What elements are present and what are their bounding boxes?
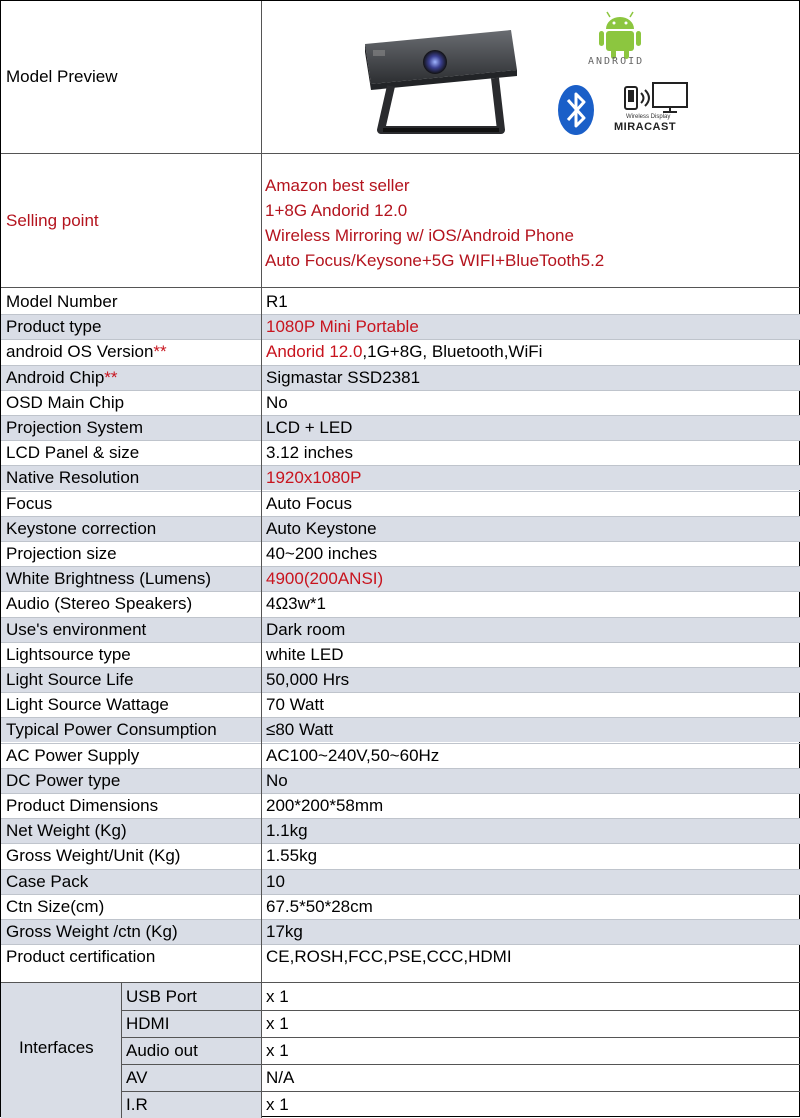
interface-name: Audio out xyxy=(126,1041,198,1060)
interfaces-block xyxy=(1,983,800,1118)
spec-value-text: 1920x1080P xyxy=(266,468,362,487)
required-mark: ** xyxy=(153,342,167,361)
table-row xyxy=(1,415,800,440)
table-row xyxy=(1,944,800,969)
table-row xyxy=(1,566,800,591)
row-divider xyxy=(1,491,800,492)
spec-value-text: Auto Keystone xyxy=(266,519,377,538)
spec-label-text: Typical Power Consumption xyxy=(6,720,217,739)
spec-label-text: Use's environment xyxy=(6,620,147,639)
spec-value xyxy=(266,793,796,818)
spec-value-text: LCD + LED xyxy=(266,418,353,437)
row-divider xyxy=(1,919,800,920)
spec-label xyxy=(6,894,256,919)
spec-value xyxy=(266,365,796,390)
spec-value xyxy=(266,843,796,868)
interface-value: x 1 xyxy=(266,1095,289,1114)
table-row xyxy=(1,591,800,616)
spec-value-text: Auto Focus xyxy=(266,494,352,513)
interface-name: I.R xyxy=(126,1095,148,1114)
row-divider xyxy=(1,818,800,819)
spec-value-text: 3.12 inches xyxy=(266,443,353,462)
spec-label xyxy=(6,944,256,969)
interface-name: HDMI xyxy=(126,1014,170,1033)
row-divider xyxy=(1,869,800,870)
spec-label-text: Focus xyxy=(6,494,53,513)
row-divider xyxy=(1,153,800,154)
table-row xyxy=(1,843,800,868)
row-divider xyxy=(1,591,800,592)
spec-label xyxy=(6,843,256,868)
table-row xyxy=(1,768,800,793)
table-row xyxy=(1,365,800,390)
projector-image xyxy=(361,26,521,138)
spec-label xyxy=(6,591,256,616)
spec-label xyxy=(6,768,256,793)
spec-value-text: 40~200 inches xyxy=(266,544,378,563)
spec-value xyxy=(266,415,796,440)
table-row xyxy=(1,390,800,415)
interface-name: USB Port xyxy=(126,987,197,1006)
interface-value: N/A xyxy=(266,1068,295,1087)
spec-label xyxy=(6,541,256,566)
spec-label xyxy=(6,365,256,390)
selling-point: Auto Focus/Keysone+5G WIFI+BlueTooth5.2 xyxy=(265,251,605,270)
spec-value xyxy=(266,818,796,843)
spec-label xyxy=(6,919,256,944)
spec-label xyxy=(6,717,256,742)
row-divider xyxy=(1,717,800,718)
row-divider xyxy=(1,440,800,441)
spec-label xyxy=(6,516,256,541)
spec-label-text: Model Number xyxy=(6,292,118,311)
spec-label xyxy=(6,692,256,717)
spec-label-text: android OS Version xyxy=(6,342,154,361)
table-row xyxy=(1,743,800,768)
spec-value xyxy=(266,541,796,566)
selling-point-label: Selling point xyxy=(6,211,99,230)
spec-value xyxy=(266,440,796,465)
spec-label-text: Projection System xyxy=(6,418,143,437)
row-divider xyxy=(1,944,800,945)
spec-value-text: 50,000 Hrs xyxy=(266,670,350,689)
spec-value-text: 1.1kg xyxy=(266,821,308,840)
row-divider xyxy=(1,642,800,643)
spec-value xyxy=(266,768,796,793)
spec-label xyxy=(6,617,256,642)
spec-value-text: 70 Watt xyxy=(266,695,324,714)
row-divider xyxy=(1,287,800,288)
interface-value: x 1 xyxy=(266,1041,289,1060)
row-divider xyxy=(1,465,800,466)
spec-value-text: 17kg xyxy=(266,922,303,941)
spec-value-text: No xyxy=(266,393,288,412)
selling-point: Amazon best seller xyxy=(265,176,410,195)
spec-label-text: OSD Main Chip xyxy=(6,393,125,412)
selling-point-list xyxy=(265,173,604,273)
table-row xyxy=(1,818,800,843)
spec-value xyxy=(266,944,796,969)
row-divider xyxy=(1,768,800,769)
spec-value-text: Dark room xyxy=(266,620,346,639)
spec-label-text: Projection size xyxy=(6,544,117,563)
row-divider xyxy=(121,1037,800,1038)
row-divider xyxy=(1,339,800,340)
spec-value-text: 200*200*58mm xyxy=(266,796,384,815)
spec-value xyxy=(266,491,796,516)
table-row xyxy=(1,894,800,919)
table-row xyxy=(1,869,800,894)
spec-value-text: AC100~240V,50~60Hz xyxy=(266,746,440,765)
table-row xyxy=(1,516,800,541)
spec-label xyxy=(6,793,256,818)
spec-label xyxy=(6,390,256,415)
spec-value-text: 67.5*50*28cm xyxy=(266,897,373,916)
spec-value xyxy=(266,591,796,616)
spec-value-text: 1.55kg xyxy=(266,846,318,865)
table-row xyxy=(1,440,800,465)
table-row xyxy=(1,692,800,717)
spec-label-text: DC Power type xyxy=(6,771,121,790)
spec-label xyxy=(6,415,256,440)
spec-label-text: Product type xyxy=(6,317,102,336)
spec-label xyxy=(6,642,256,667)
table-row xyxy=(1,314,800,339)
spec-value-text: Sigmastar SSD2381 xyxy=(266,368,421,387)
row-divider xyxy=(121,1091,800,1092)
interface-row xyxy=(121,983,800,1010)
table-row xyxy=(1,339,800,364)
spec-label xyxy=(6,743,256,768)
spec-value xyxy=(266,667,796,692)
row-divider xyxy=(1,793,800,794)
row-divider xyxy=(1,894,800,895)
spec-value xyxy=(266,314,796,339)
spec-label xyxy=(6,491,256,516)
spec-value xyxy=(266,465,796,490)
spec-label-text: Product Dimensions xyxy=(6,796,159,815)
spec-value xyxy=(266,869,796,894)
table-row xyxy=(1,491,800,516)
spec-value-text: ≤80 Watt xyxy=(266,720,334,739)
spec-value xyxy=(266,516,796,541)
spec-value xyxy=(266,617,796,642)
interface-row xyxy=(121,1037,800,1064)
spec-value xyxy=(266,919,796,944)
table-row xyxy=(1,289,800,314)
table-row xyxy=(1,617,800,642)
spec-value xyxy=(266,289,796,314)
table-row xyxy=(1,919,800,944)
miracast-subtitle: Wireless Display xyxy=(626,114,671,120)
table-row xyxy=(1,465,800,490)
bluetooth-icon xyxy=(556,83,596,137)
spec-label-text: Light Source Wattage xyxy=(6,695,169,714)
interface-name: AV xyxy=(126,1068,148,1087)
selling-point: 1+8G Andorid 12.0 xyxy=(265,201,408,220)
row-divider xyxy=(1,314,800,315)
row-divider xyxy=(1,390,800,391)
android-wordmark: ANDROID xyxy=(588,56,645,67)
spec-value-text: R1 xyxy=(266,292,288,311)
spec-value xyxy=(266,566,796,591)
spec-label-text: Light Source Life xyxy=(6,670,134,689)
spec-value-text: 10 xyxy=(266,872,285,891)
spec-label-text: Lightsource type xyxy=(6,645,131,664)
spec-value-text: 1080P Mini Portable xyxy=(266,317,419,336)
row-divider xyxy=(1,743,800,744)
row-divider xyxy=(1,667,800,668)
interfaces-label: Interfaces xyxy=(19,1038,94,1057)
spec-label xyxy=(6,440,256,465)
spec-label xyxy=(6,465,256,490)
interface-row xyxy=(121,1064,800,1091)
spec-value xyxy=(266,894,796,919)
spec-value-text: CE,ROSH,FCC,PSE,CCC,HDMI xyxy=(266,947,512,966)
spec-value-text: 4Ω3w*1 xyxy=(266,594,326,613)
row-divider xyxy=(121,1064,800,1065)
spec-label-text: Net Weight (Kg) xyxy=(6,821,127,840)
spec-label-text: Native Resolution xyxy=(6,468,140,487)
column-divider xyxy=(261,287,262,983)
spec-label-text: AC Power Supply xyxy=(6,746,140,765)
table-row xyxy=(1,642,800,667)
spec-label xyxy=(6,566,256,591)
spec-value-rest: ,1G+8G, Bluetooth,WiFi xyxy=(362,342,543,361)
spec-label xyxy=(6,818,256,843)
row-divider xyxy=(1,415,800,416)
spec-label-text: Gross Weight/Unit (Kg) xyxy=(6,846,181,865)
spec-value-text: Andorid 12.0 xyxy=(266,342,363,361)
spec-value xyxy=(266,390,796,415)
spec-label-text: Gross Weight /ctn (Kg) xyxy=(6,922,178,941)
table-row xyxy=(1,667,800,692)
spec-label-text: Keystone correction xyxy=(6,519,157,538)
row-divider xyxy=(1,617,800,618)
spec-value-text: white LED xyxy=(266,645,344,664)
spec-label-text: Product certification xyxy=(6,947,156,966)
spec-value xyxy=(266,717,796,742)
spec-label-text: Ctn Size(cm) xyxy=(6,897,105,916)
spec-value xyxy=(266,339,796,364)
required-mark: ** xyxy=(104,368,118,387)
spec-label-text: White Brightness (Lumens) xyxy=(6,569,212,588)
spec-value xyxy=(266,642,796,667)
spec-value xyxy=(266,743,796,768)
spec-label-text: Android Chip xyxy=(6,368,105,387)
spec-label xyxy=(6,314,256,339)
spec-value-text: 4900(200ANSI) xyxy=(266,569,384,588)
row-divider xyxy=(1,692,800,693)
row-divider xyxy=(1,365,800,366)
spec-label xyxy=(6,339,256,364)
spec-label-text: LCD Panel & size xyxy=(6,443,140,462)
spec-label-text: Audio (Stereo Speakers) xyxy=(6,594,193,613)
table-row xyxy=(1,793,800,818)
spec-label-text: Case Pack xyxy=(6,872,89,891)
spec-label xyxy=(6,289,256,314)
spec-label xyxy=(6,667,256,692)
row-divider xyxy=(121,1010,800,1011)
interface-value: x 1 xyxy=(266,1014,289,1033)
row-divider xyxy=(1,566,800,567)
interface-row xyxy=(121,1010,800,1037)
interface-value: x 1 xyxy=(266,987,289,1006)
interface-row xyxy=(121,1091,800,1118)
model-preview-label: Model Preview xyxy=(6,67,118,86)
row-divider xyxy=(1,516,800,517)
row-divider xyxy=(1,541,800,542)
table-row xyxy=(1,541,800,566)
spec-label xyxy=(6,869,256,894)
spec-value xyxy=(266,692,796,717)
interfaces-label-cell xyxy=(1,983,121,1118)
spec-value-text: No xyxy=(266,771,288,790)
row-divider xyxy=(1,843,800,844)
miracast-wordmark: MIRACAST xyxy=(614,121,677,133)
selling-point: Wireless Mirroring w/ iOS/Android Phone xyxy=(265,226,574,245)
table-row xyxy=(1,717,800,742)
